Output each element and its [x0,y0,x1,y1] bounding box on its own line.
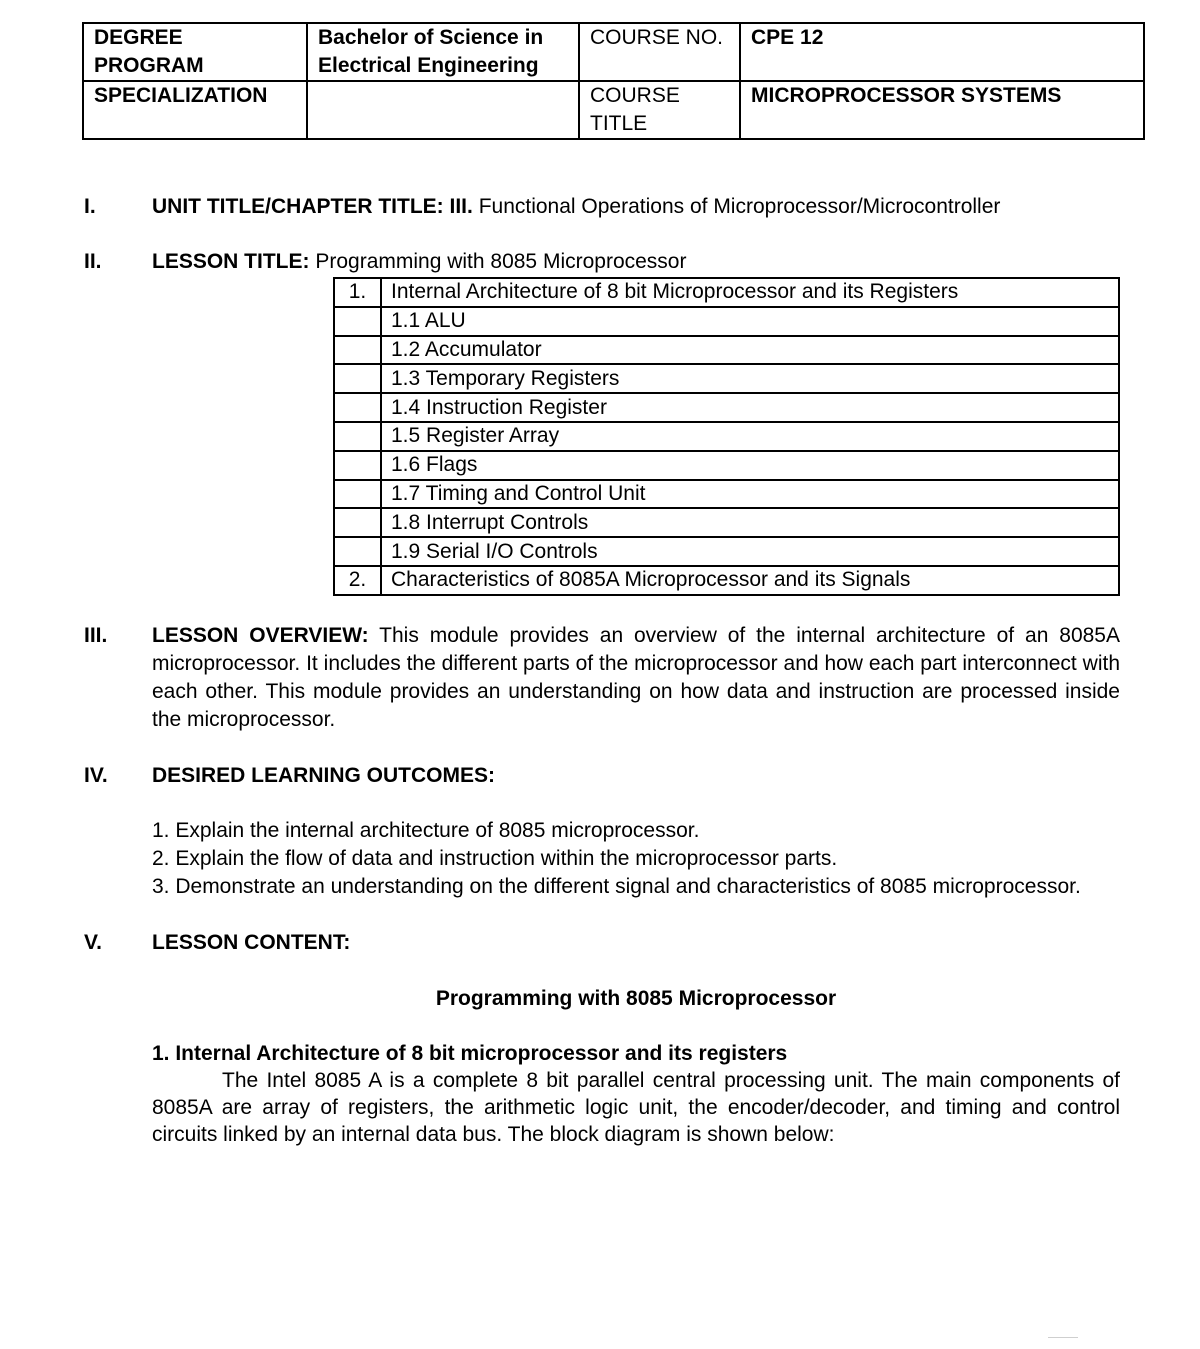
unit-title-number: III. [449,195,473,218]
topic-text: 1.3 Temporary Registers [381,364,1119,393]
lesson-content-label: LESSON CONTENT: [152,931,351,954]
topic-row [334,307,1119,336]
lesson-topics-table [333,277,1120,596]
section-number-content: V. [84,931,102,954]
section-number-overview: III. [84,624,108,647]
topic-row [334,480,1119,509]
page-corner-mark [1048,1337,1078,1338]
unit-title-label: UNIT TITLE/CHAPTER TITLE: [152,195,444,218]
header-row-specialization [83,81,1144,139]
content-heading: Programming with 8085 Microprocessor [435,987,837,1010]
topic-row [334,537,1119,566]
topic-row [334,451,1119,480]
section-number-lesson: II. [84,250,102,273]
course-no-value: CPE 12 [740,23,1144,81]
section-number-unit: I. [84,195,96,218]
topic-row [334,336,1119,365]
topic-number [334,480,381,509]
content-subheading: 1. Internal Architecture of 8 bit microprocessor and its registers [152,1042,788,1065]
outcomes-label: DESIRED LEARNING OUTCOMES: [152,764,496,787]
outcome-item: 2. Explain the flow of data and instruction within the microprocessor parts. [152,847,838,870]
topic-text: 1.9 Serial I/O Controls [381,537,1119,566]
topic-number [334,508,381,537]
topic-text: 1.5 Register Array [381,422,1119,451]
outcomes-list [152,817,1120,901]
course-no-label: COURSE NO. [579,23,740,81]
unit-title-value: Functional Operations of Microprocessor/Microcontroller [478,195,1001,218]
section-number-outcomes: IV. [84,764,108,787]
specialization-label: SPECIALIZATION [83,81,307,139]
degree-program-label: DEGREE PROGRAM [83,23,307,81]
topic-row [334,508,1119,537]
lesson-overview-paragraph [152,622,1120,734]
topic-number: 1. [334,278,381,307]
topic-text: 1.2 Accumulator [381,336,1119,365]
course-title-label: COURSE TITLE [579,81,740,139]
outcome-item: 3. Demonstrate an understanding on the different signal and characteristics of 8085 microprocessor. [152,875,1081,898]
topic-row [334,364,1119,393]
topic-row [334,393,1119,422]
topic-text: Internal Architecture of 8 bit Microprocessor and its Registers [381,278,1119,307]
topic-text: 1.8 Interrupt Controls [381,508,1119,537]
lesson-title-label: LESSON TITLE: [152,250,310,273]
outcome-item: 1. Explain the internal architecture of 8085 microprocessor. [152,819,700,842]
course-header-table [82,22,1145,140]
course-title-value: MICROPROCESSOR SYSTEMS [740,81,1144,139]
topic-number [334,537,381,566]
unit-title-line [152,193,1120,221]
degree-program-value: Bachelor of Science in Electrical Engineering [307,23,579,81]
header-row-degree [83,23,1144,81]
lesson-title-line [152,248,1120,276]
topic-text: 1.6 Flags [381,451,1119,480]
lesson-overview-label: LESSON OVERVIEW: [152,624,369,647]
topic-number: 2. [334,566,381,595]
specialization-value [307,81,579,139]
topic-text: 1.4 Instruction Register [381,393,1119,422]
topic-number [334,393,381,422]
content-paragraph: The Intel 8085 A is a complete 8 bit parallel central processing unit. The main components of 8085A are array of registers, the arithmetic logic unit, the encoder/decoder, and timing and control circuits linked by an internal data bus. The block diagram is shown below: [152,1069,1120,1146]
topic-row [334,566,1119,595]
topic-text: 1.7 Timing and Control Unit [381,480,1119,509]
lesson-overview-text: This module provides an overview of the internal architecture of an 8085A microprocessor. It includes the different parts of the microprocessor and how each part interconnect with each other. This module provides an understanding on how data and instruction are processed inside the microprocessor. [152,624,1120,731]
topic-number [334,307,381,336]
topic-number [334,422,381,451]
topic-number [334,451,381,480]
topic-text: 1.1 ALU [381,307,1119,336]
topic-number [334,336,381,365]
topic-row [334,422,1119,451]
topic-text: Characteristics of 8085A Microprocessor and its Signals [381,566,1119,595]
lesson-title-value: Programming with 8085 Microprocessor [315,250,687,273]
topic-number [334,364,381,393]
topic-row [334,278,1119,307]
